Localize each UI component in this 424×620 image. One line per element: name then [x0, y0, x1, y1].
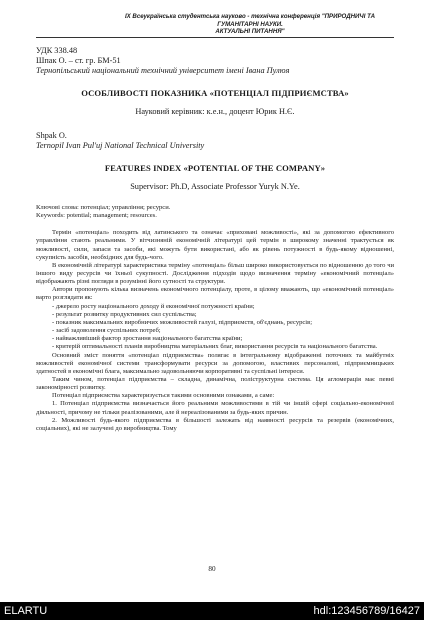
list-item: - критерій оптимальності планів виробництва матеріальних благ, використання ресурсів та національного багатства. [52, 343, 378, 351]
footer-bar [0, 602, 424, 620]
list-item: - найважливіший фактор зростання національного багатства країни; [52, 335, 243, 343]
keywords-en: Keywords: potential; management; resources. [36, 211, 157, 219]
page-number: 80 [208, 565, 216, 573]
conference-header-line-2: АКТУАЛЬНІ ПИТАННЯ" [215, 28, 285, 36]
numbered-item: 2. Можливості будь-якого підприємства в більшості залежать від наявності ресурсів та резервів (економічних, соціальних), які не залучені до виробництва. Тому [36, 416, 394, 432]
list-item: - джерело росту національного доходу й економічної потужності країни; [52, 302, 255, 310]
title-en: FEATURES INDEX «POTENTIAL OF THE COMPANY» [104, 162, 326, 173]
university-ua: Тернопільський національний технічний університет імені Івана Пулюя [36, 65, 290, 75]
body-paragraph: Таким чином, потенціал підприємства – складна, динамічна, поліструктурна система. Ця агломерація має певні закономірності розвитку. [36, 376, 394, 392]
article-body [36, 229, 394, 433]
body-paragraph: В економічній літературі характеристика терміну «потенціал» більш широко використовується по відношенню до того чи іншого виду ресурсів чи їхньої сукупності. Дослідження підходів щодо визначення терміну «економічний потенціал» відображають різні погляди в розумінні його сутності та структури. [36, 261, 394, 286]
handle-identifier: hdl:123456789/16427 [313, 605, 420, 617]
repository-label: ELARTU [4, 605, 48, 617]
body-paragraph: Потенціал підприємства характеризується такими основними ознаками, а саме: [52, 392, 275, 400]
body-paragraph: Термін «потенціал» походить від латинського та означає «приховані можливості», які за допомогою ефективного управління стають реальними. У вітчизняній економічній літературі цей термін в широкому значенні трактується як можливості, сили, запаси та засоби, які можуть бути використані, або як рівень потужності в будь-якому відношенні, сукупність засобів, необхідних для будь-чого. [36, 229, 394, 261]
university-en: Ternopil Ivan Pul'uj National Technical University [36, 140, 205, 150]
numbered-item: 1. Потенціал підприємства визначається його реальними можливостями в тій чи іншій сфері соціально-економічної діяльності, причому не тільки реалізованими, але й нереалізованими за будь-яких причин. [36, 400, 394, 416]
body-paragraph: Основний зміст поняття «потенціал підприємства» полягає в інтегральному відображенні поточних та майбутніх можливостей економічної системи трансформувати ресурси за допомогою, властивих персоналові, підприємницьких здатностей в економічні блага, максимально задовольняючи корпоративні та суспільні інтереси. [36, 351, 394, 375]
supervisor-ua: Науковий керівник: к.е.н., доцент Юрик Н.Є. [135, 106, 295, 116]
list-item: - результат розвитку продуктивних сил суспільства; [52, 310, 197, 318]
author-en: Shpak O. [36, 130, 67, 140]
conference-header-line-1: IX Всеукраїнська студентська науково - технічна конференція "ПРИРОДНИЧІ ТА ГУМАНІТАРНІ НАУКИ. [124, 13, 375, 28]
keywords-block [36, 204, 394, 220]
title-ua: ОСОБЛИВОСТІ ПОКАЗНИКА «ПОТЕНЦІАЛ ПІДПРИЄМСТВА» [81, 87, 349, 98]
author-ua: Шпак О. – ст. гр. БМ-51 [36, 55, 121, 65]
supervisor-en: Supervisor: Ph.D, Associate Professor Yuryk N.Ye. [130, 181, 300, 191]
conference-header [36, 13, 394, 36]
keywords-ua: Ключові слова: потенціал; управління; ресурси. [36, 203, 171, 211]
header-divider [36, 37, 394, 38]
list-item: - засіб задоволення суспільних потреб; [52, 327, 161, 335]
body-paragraph: Автори пропонують кілька визначень економічного потенціалу, проте, в цілому вважають, що «економічний потенціал» варто розглядати як: [36, 286, 394, 302]
udk-code: УДК 338.48 [36, 45, 78, 55]
list-item: - показник максимальних виробничих можливостей галузі, підприємств, об'єднань, ресурсів; [52, 318, 313, 326]
